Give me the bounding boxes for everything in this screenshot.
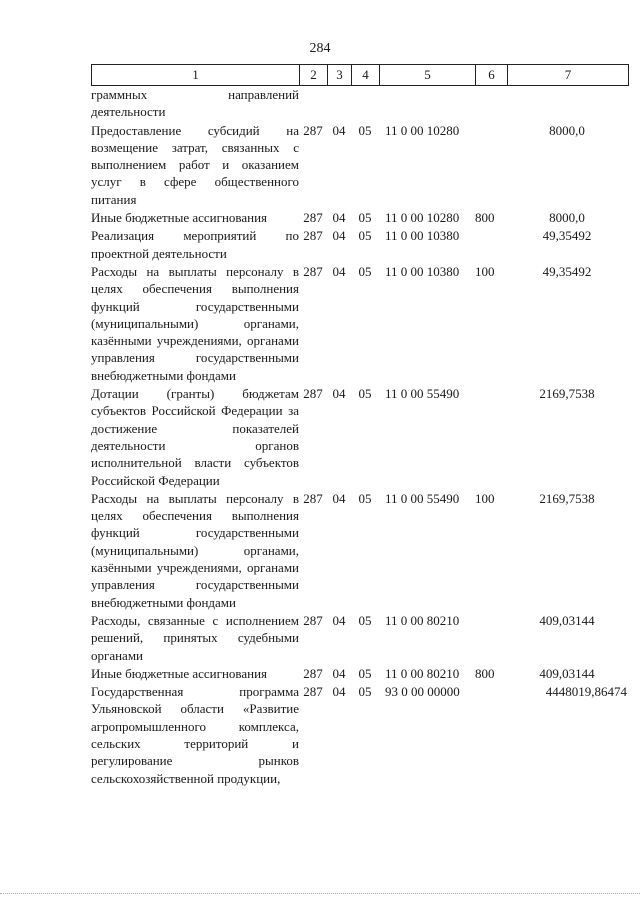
row-name: Дотации (гранты) бюджетам субъектов Российской Федерации за достижение показателей деятельности органов исполнительной власти субъектов Российской Федерации — [91, 386, 299, 488]
table-row — [91, 209, 627, 226]
table-row — [91, 490, 627, 611]
row-c7: 49,35492 — [542, 263, 592, 279]
table-row — [91, 227, 627, 262]
row-c4: 05 — [358, 210, 372, 226]
row-name: Предоставление субсидий на возмещение затрат, связанных с выполнением работ и оказанием услуг в сфере общественного питания — [91, 122, 299, 207]
row-c3: 04 — [332, 228, 346, 244]
row-c3: 04 — [332, 684, 346, 700]
row-c3: 04 — [332, 612, 346, 628]
row-c7: 8000,0 — [549, 210, 585, 226]
row-c3: 04 — [332, 665, 346, 681]
header-col-3: 3 — [328, 65, 352, 85]
row-c3: 04 — [332, 490, 346, 506]
table-row — [91, 665, 627, 682]
table-header — [91, 64, 629, 86]
row-c5: 11 0 00 10280 — [385, 210, 460, 226]
row-c2: 287 — [303, 612, 323, 628]
header-col-7: 7 — [564, 67, 572, 82]
row-c5: 93 0 00 00000 — [385, 684, 460, 700]
row-c3: 04 — [332, 210, 346, 226]
row-c6: 100 — [475, 263, 495, 279]
row-c4: 05 — [358, 122, 372, 138]
row-c7: 49,35492 — [542, 228, 592, 244]
table-row — [91, 122, 627, 208]
row-c7: 2169,7538 — [539, 490, 595, 506]
row-name: Расходы на выплаты персоналу в целях обеспечения выполнения функций государственными (муниципальными) органами, казёнными учреждениями, органами управления государственными внебюджетными фондами — [91, 263, 299, 383]
row-c3: 04 — [332, 122, 346, 138]
row-c4: 05 — [358, 665, 372, 681]
table-row — [91, 612, 627, 664]
header-col-5: 5 — [380, 65, 476, 85]
row-c7: 4448019,86474 — [545, 684, 627, 700]
page-number: 284 — [309, 41, 331, 56]
row-c7: 409,03144 — [539, 612, 595, 628]
table-row — [91, 683, 627, 787]
row-c6: 800 — [475, 665, 495, 681]
row-c4: 05 — [358, 386, 372, 402]
row-c5: 11 0 00 10380 — [385, 263, 460, 279]
row-c7: 409,03144 — [539, 665, 595, 681]
row-c5: 11 0 00 55490 — [385, 490, 460, 506]
row-c2: 287 — [303, 386, 323, 402]
row-c4: 05 — [358, 263, 372, 279]
row-c2: 287 — [303, 122, 323, 138]
row-c4: 05 — [358, 228, 372, 244]
header-col-6: 6 — [476, 65, 508, 85]
table-row — [91, 385, 627, 489]
row-c5: 11 0 00 10380 — [385, 228, 460, 244]
row-c5: 11 0 00 80210 — [385, 665, 460, 681]
row-name: граммных направлений деятельности — [91, 87, 299, 120]
row-name: Расходы, связанные с исполнением решений, принятых судебными органами — [91, 612, 299, 663]
row-c2: 287 — [303, 490, 323, 506]
row-c2: 287 — [303, 665, 323, 681]
row-c2: 287 — [303, 228, 323, 244]
row-c4: 05 — [358, 490, 372, 506]
row-name: Государственная программа Ульяновской области «Развитие агропромышленного комплекса, сельских территорий и регулирование рынков сельскохозяйственной продукции, — [91, 684, 299, 786]
row-c6: 800 — [475, 210, 495, 226]
row-name: Иные бюджетные ассигнования — [91, 210, 268, 226]
row-c2: 287 — [303, 263, 323, 279]
row-c5: 11 0 00 10280 — [385, 122, 460, 138]
row-c2: 287 — [303, 210, 323, 226]
header-col-2: 2 — [300, 65, 328, 85]
row-c6: 100 — [475, 490, 495, 506]
row-c3: 04 — [332, 263, 346, 279]
row-c5: 11 0 00 80210 — [385, 612, 460, 628]
header-col-4: 4 — [352, 65, 380, 85]
row-c7: 8000,0 — [549, 122, 585, 138]
row-c4: 05 — [358, 612, 372, 628]
row-name: Расходы на выплаты персоналу в целях обеспечения выполнения функций государственными (муниципальными) органами, казёнными учреждениями, органами управления государственными внебюджетными фондами — [91, 490, 299, 610]
footer-rule — [0, 893, 640, 894]
table-row — [91, 86, 627, 121]
row-c4: 05 — [358, 684, 372, 700]
row-c2: 287 — [303, 684, 323, 700]
row-c3: 04 — [332, 386, 346, 402]
header-col-1: 1 — [92, 65, 300, 85]
table-body — [91, 86, 627, 788]
row-name: Реализация мероприятий по проектной деятельности — [91, 228, 299, 261]
row-c7: 2169,7538 — [539, 386, 595, 402]
row-name: Иные бюджетные ассигнования — [91, 665, 268, 681]
table-row — [91, 263, 627, 384]
row-c5: 11 0 00 55490 — [385, 386, 460, 402]
